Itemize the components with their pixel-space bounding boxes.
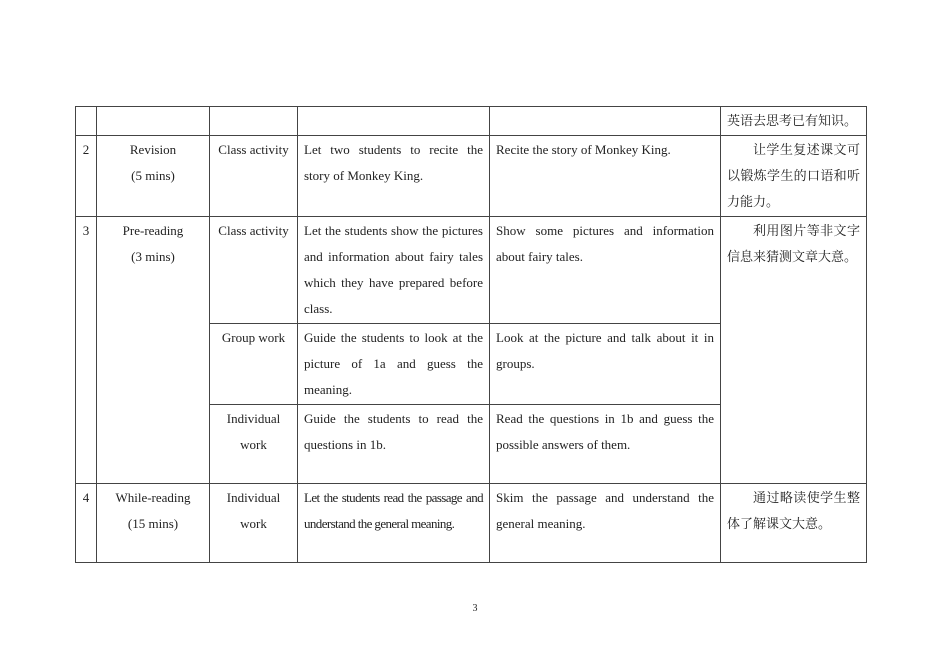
stage-number: 3 (76, 217, 97, 484)
table-row-stage-3a (76, 217, 867, 324)
teacher-activity-text: Let the students read the passage and understand the general meaning. (304, 490, 483, 531)
cell-empty (76, 107, 97, 136)
student-activity: Recite the story of Monkey King. (490, 136, 721, 217)
teacher-activity: Let two students to recite the story of Monkey King. (298, 136, 490, 217)
stage-number: 2 (76, 136, 97, 217)
teacher-activity (298, 484, 490, 563)
purpose-cell: 通过略读使学生整体了解课文大意。 (721, 484, 867, 563)
student-activity: Show some pictures and information about fairy tales. (490, 217, 721, 324)
purpose-cell: 利用图片等非文字信息来猜测文章大意。 (721, 217, 867, 484)
interaction-form: Class activity (210, 217, 298, 324)
cell-empty (210, 107, 298, 136)
cell-empty (298, 107, 490, 136)
stage-cell (97, 484, 210, 563)
student-activity: Skim the passage and understand the general meaning. (490, 484, 721, 563)
table-row-continuation (76, 107, 867, 136)
stage-name: Pre-reading (122, 223, 184, 238)
teacher-activity: Let the students show the pictures and information about fairy tales which they have prepared before class. (298, 217, 490, 324)
interaction-form: Group work (210, 324, 298, 405)
interaction-form: Individual work (210, 405, 298, 484)
purpose-cell: 英语去思考已有知识。 (721, 107, 867, 136)
cell-empty (490, 107, 721, 136)
teacher-activity: Guide the students to look at the picture of 1a and guess the meaning. (298, 324, 490, 405)
stage-name: Revision (129, 142, 177, 157)
student-activity: Look at the picture and talk about it in groups. (490, 324, 721, 405)
page-number: 3 (472, 603, 478, 614)
interaction-form: Individual work (210, 484, 298, 563)
lesson-plan-table (75, 106, 867, 563)
stage-time: (3 mins) (131, 249, 175, 264)
table-row-stage-4 (76, 484, 867, 563)
stage-time: (5 mins) (131, 168, 175, 183)
stage-cell (97, 136, 210, 217)
interaction-form: Class activity (210, 136, 298, 217)
teacher-activity: Guide the students to read the questions in 1b. (298, 405, 490, 484)
purpose-cell: 让学生复述课文可以锻炼学生的口语和听力能力。 (721, 136, 867, 217)
stage-cell (97, 217, 210, 484)
student-activity: Read the questions in 1b and guess the possible answers of them. (490, 405, 721, 484)
stage-number: 4 (76, 484, 97, 563)
cell-empty (97, 107, 210, 136)
table-row-stage-2 (76, 136, 867, 217)
stage-name: While-reading (115, 490, 191, 505)
stage-time: (15 mins) (127, 516, 179, 531)
